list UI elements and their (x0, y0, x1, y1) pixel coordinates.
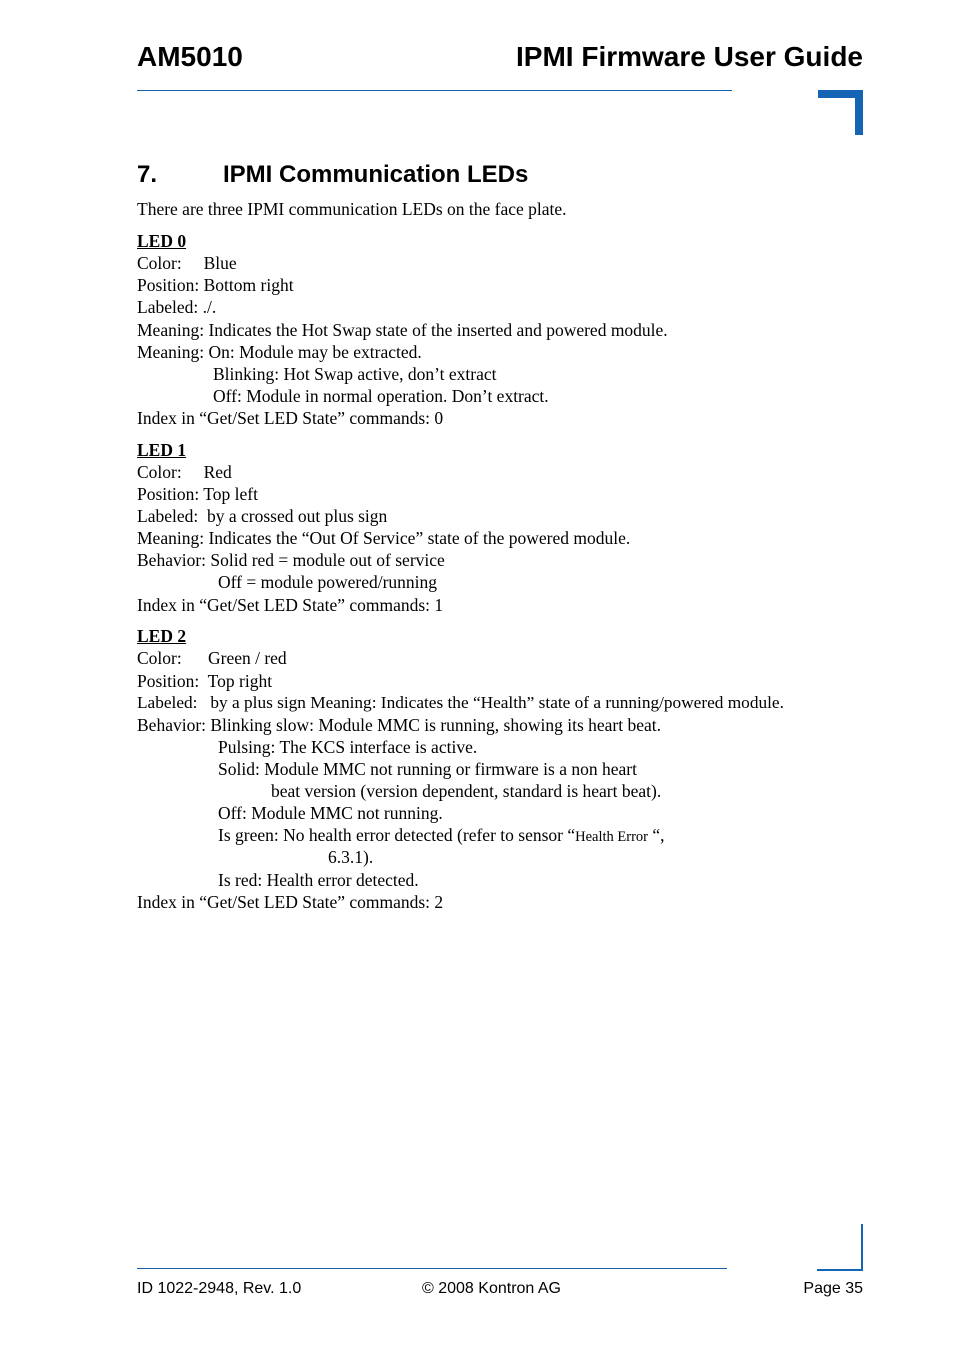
led0-meaning: Meaning: Indicates the Hot Swap state of the inserted and powered module. (137, 320, 668, 340)
footer-document-id: ID 1022-2948, Rev. 1.0 (137, 1280, 302, 1297)
footer-corner-mark (817, 1224, 863, 1271)
led1-meaning: Meaning: Indicates the “Out Of Service” state of the powered module. (137, 528, 631, 548)
led2-behavior-solid-cont: beat version (version dependent, standard is heart beat). (271, 781, 662, 801)
footer-copyright: © 2008 Kontron AG (422, 1280, 561, 1297)
section-heading (137, 158, 528, 192)
section-number: 7. (137, 161, 158, 188)
document-id-header: AM5010 (137, 41, 243, 72)
sensor-name: Health Error (575, 829, 648, 845)
section-title: IPMI Communication LEDs (223, 161, 529, 188)
led0-heading: LED 0 (137, 231, 187, 251)
led2-color: Color: Green / red (137, 648, 287, 668)
led2-is-green (218, 824, 665, 848)
led0-meaning-off: Off: Module in normal operation. Don’t extract. (213, 386, 549, 406)
led2-index: Index in “Get/Set LED State” commands: 2 (137, 892, 444, 912)
led1-color: Color: Red (137, 462, 232, 482)
led0-position: Position: Bottom right (137, 275, 294, 295)
footer-rule (137, 1268, 727, 1269)
led2-is-red: Is red: Health error detected. (218, 870, 419, 890)
led2-behavior-pulsing: Pulsing: The KCS interface is active. (218, 737, 478, 757)
led0-index: Index in “Get/Set LED State” commands: 0 (137, 408, 444, 428)
led1-behavior-solid: Behavior: Solid red = module out of service (137, 550, 445, 570)
header-rule (137, 90, 732, 91)
led2-labeled-meaning: Labeled: by a plus sign Meaning: Indicates the “Health” state of a running/powered module. (137, 693, 784, 712)
led2-is-green-text: Is green: No health error detected (refer to sensor “ (218, 825, 576, 845)
led0-meaning-on: Meaning: On: Module may be extracted. (137, 342, 422, 362)
led2-heading: LED 2 (137, 626, 187, 646)
led2-behavior-blinking: Behavior: Blinking slow: Module MMC is running, showing its heart beat. (137, 715, 662, 735)
led0-color: Color: Blue (137, 253, 237, 273)
led2-is-green-ref: 6.3.1). (328, 847, 374, 867)
led0-meaning-blinking: Blinking: Hot Swap active, don’t extract (213, 364, 497, 384)
document-title-header: IPMI Firmware User Guide (516, 41, 863, 72)
intro-text: There are three IPMI communication LEDs on the face plate. (137, 199, 567, 219)
led1-position: Position: Top left (137, 484, 258, 504)
led1-index: Index in “Get/Set LED State” commands: 1 (137, 595, 444, 615)
led2-behavior-solid: Solid: Module MMC not running or firmware is a non heart (218, 759, 637, 779)
footer-page-number: Page 35 (803, 1280, 863, 1297)
led2-is-green-close: “, (648, 825, 665, 845)
led1-heading: LED 1 (137, 440, 187, 460)
led1-labeled: Labeled: by a crossed out plus sign (137, 506, 388, 526)
led2-behavior-off: Off: Module MMC not running. (218, 803, 443, 823)
led0-labeled: Labeled: ./. (137, 297, 217, 317)
header-corner-mark (818, 90, 863, 135)
led1-behavior-off: Off = module powered/running (218, 572, 438, 592)
led2-position: Position: Top right (137, 671, 273, 691)
